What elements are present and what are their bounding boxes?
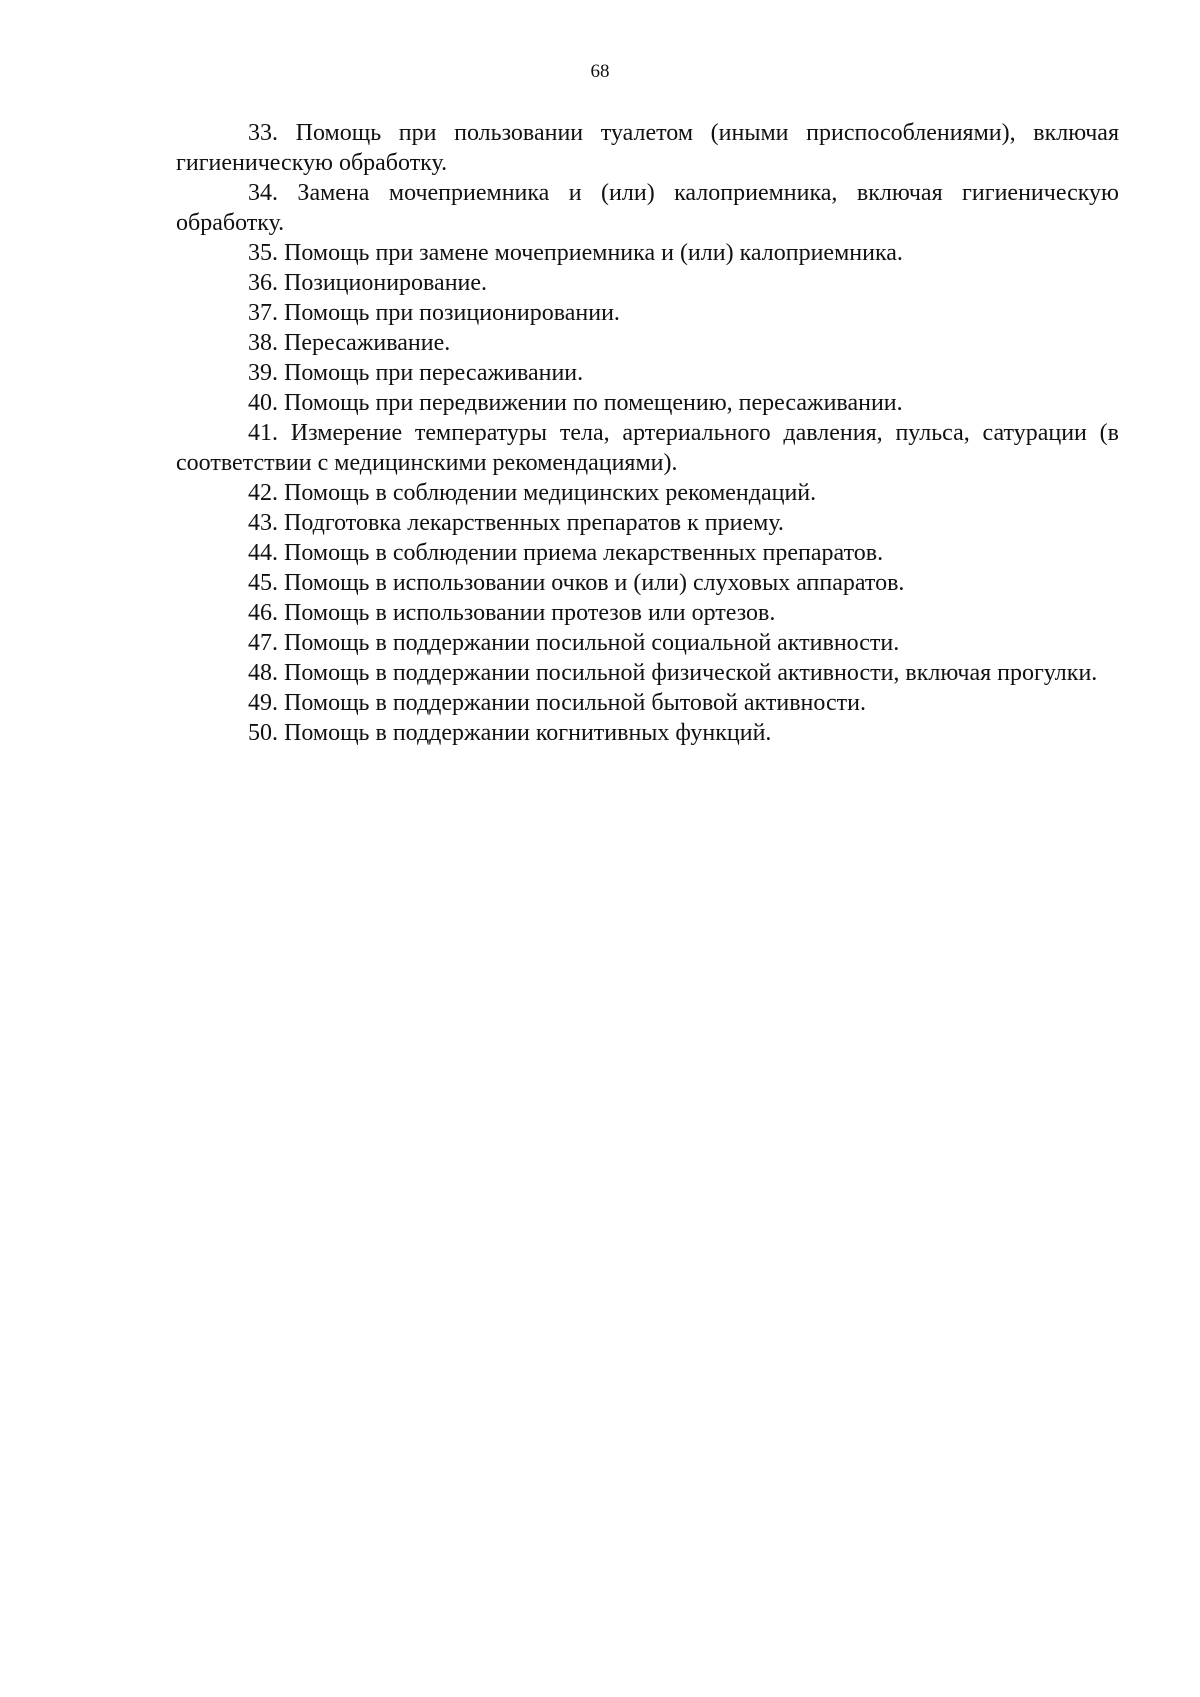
item-list xyxy=(176,118,1119,748)
list-item: 40. Помощь при передвижении по помещению, пересаживании. xyxy=(248,390,903,416)
list-item: 47. Помощь в поддержании посильной социальной активности. xyxy=(248,630,900,656)
list-item: 35. Помощь при замене мочеприемника и (или) калоприемника. xyxy=(248,240,903,266)
list-item: 36. Позиционирование. xyxy=(248,270,488,296)
list-item: 46. Помощь в использовании протезов или ортезов. xyxy=(248,600,776,626)
list-item: 50. Помощь в поддержании когнитивных функций. xyxy=(248,720,772,746)
list-item: 34. Замена мочеприемника и (или) калоприемника, включая гигиеническую обработку. xyxy=(176,180,1119,236)
list-item: 44. Помощь в соблюдении приема лекарственных препаратов. xyxy=(248,540,884,566)
list-item: 38. Пересаживание. xyxy=(248,330,451,356)
list-item: 39. Помощь при пересаживании. xyxy=(248,360,584,386)
list-item: 49. Помощь в поддержании посильной бытовой активности. xyxy=(248,690,866,716)
list-item: 37. Помощь при позиционировании. xyxy=(248,300,620,326)
list-item: 43. Подготовка лекарственных препаратов к приему. xyxy=(248,510,784,536)
list-item: 45. Помощь в использовании очков и (или) слуховых аппаратов. xyxy=(248,570,905,596)
list-item: 42. Помощь в соблюдении медицинских рекомендаций. xyxy=(248,480,817,506)
list-item: 48. Помощь в поддержании посильной физической активности, включая прогулки. xyxy=(248,660,1098,686)
list-item: 33. Помощь при пользовании туалетом (иными приспособлениями), включая гигиеническую обработку. xyxy=(176,120,1119,176)
list-item: 41. Измерение температуры тела, артериального давления, пульса, сатурации (в соответствии с медицинскими рекомендациями). xyxy=(176,420,1119,476)
page-number: 68 xyxy=(590,61,610,82)
